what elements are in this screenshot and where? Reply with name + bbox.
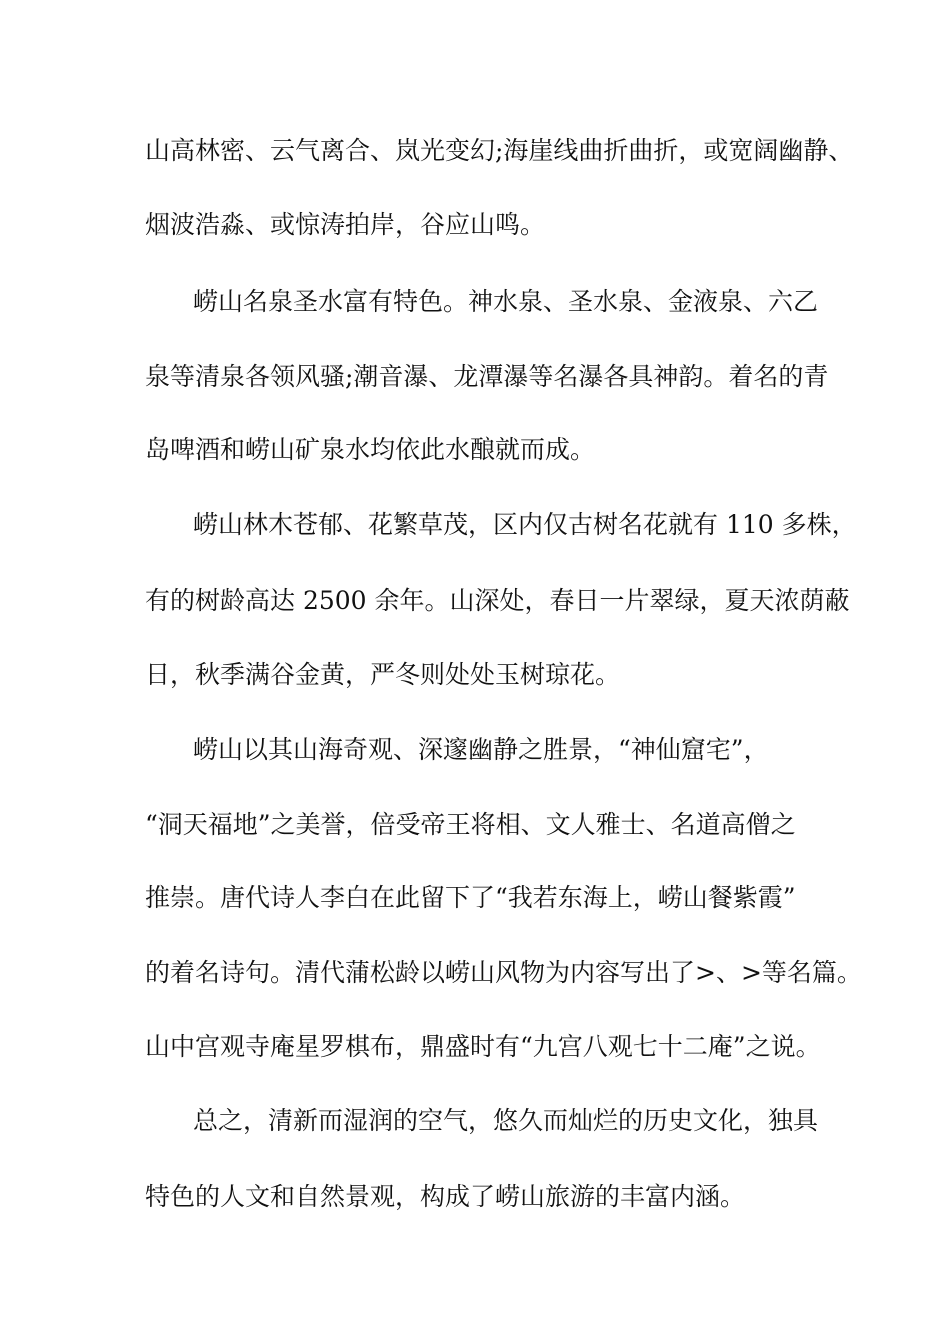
paragraph-start-line: 崂山以其山海奇观、深邃幽静之胜景，“神仙窟宅”， [193, 735, 769, 764]
text-line: 日，秋季满谷金黄，严冬则处处玉树琼花。 [145, 660, 621, 689]
text-line: 特色的人文和自然景观，构成了崂山旅游的丰富内涵。 [145, 1182, 746, 1211]
text-line: “洞天福地”之美誉，倍受帝王将相、文人雅士、名道高僧之 [145, 810, 796, 839]
paragraph-start-line: 崂山名泉圣水富有特色。神水泉、圣水泉、金液泉、六乙 [193, 287, 819, 316]
text-line: 有的树龄高达 2500 余年。山深处，春日一片翠绿，夏天浓荫蔽 [145, 586, 850, 615]
paragraph-start-line: 总之，清新而湿润的空气，悠久而灿烂的历史文化，独具 [193, 1106, 819, 1135]
text-line: 山中宫观寺庵星罗棋布，鼎盛时有“九宫八观七十二庵”之说。 [145, 1032, 821, 1061]
text-line: 泉等清泉各领风骚;潮音瀑、龙潭瀑等名瀑各具神韵。着名的青 [145, 362, 829, 391]
text-line: 推崇。唐代诗人李白在此留下了“我若东海上，崂山餐紫霞” [145, 883, 796, 912]
text-line: 山高林密、云气离合、岚光变幻;海崖线曲折曲折，或宽阔幽静、 [145, 136, 854, 165]
text-line: 烟波浩淼、或惊涛拍岸，谷应山鸣。 [145, 210, 546, 239]
text-line: 的着名诗句。清代蒲松龄以崂山风物为内容写出了>、>等名篇。 [145, 958, 862, 987]
paragraph-start-line: 崂山林木苍郁、花繁草茂，区内仅古树名花就有 110 多株， [193, 510, 857, 539]
text-line: 岛啤酒和崂山矿泉水均依此水酿就而成。 [145, 435, 596, 464]
